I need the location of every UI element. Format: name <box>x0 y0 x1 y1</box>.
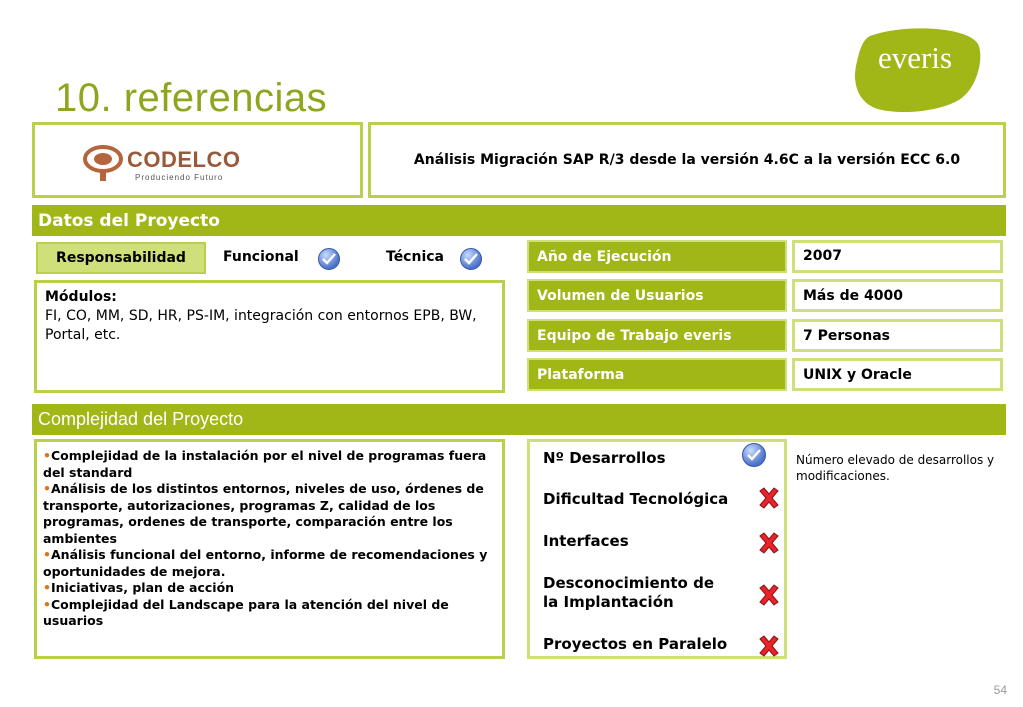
funcional-label: Funcional <box>223 249 299 265</box>
responsabilidad-label-box <box>36 242 206 274</box>
factor-proyectos-label: Proyectos en Paralelo <box>543 635 728 653</box>
volumen-usuarios-label: Volumen de Usuarios <box>527 279 787 312</box>
plataforma-label: Plataforma <box>527 358 787 391</box>
list-item-text: Complejidad del Landscape para la atención del nivel de usuarios <box>43 596 449 628</box>
page-number: 54 <box>993 683 1007 697</box>
equipo-trabajo-value: 7 Personas <box>792 319 1003 352</box>
codelco-emblem-icon <box>83 143 123 183</box>
complejidad-list-box <box>34 439 505 659</box>
tecnica-check-icon <box>460 248 482 270</box>
bullet-icon: • <box>43 481 51 496</box>
factor-desconocimiento-label: Desconocimiento de la Implantación <box>543 574 714 611</box>
anio-ejecucion-value: 2007 <box>792 240 1003 273</box>
list-item <box>43 580 496 597</box>
tecnica-label: Técnica <box>386 249 444 265</box>
factor-dificultad-label: Dificultad Tecnológica <box>543 490 729 508</box>
list-item <box>43 481 496 547</box>
factor-interfaces-label: Interfaces <box>543 532 629 550</box>
everis-logo-text: everis <box>878 40 953 75</box>
factor-desarrollos-label: Nº Desarrollos <box>543 449 666 467</box>
complejidad-header <box>32 404 1006 435</box>
list-item-text: Análisis de los distintos entornos, niveles de uso, órdenes de transporte, autorizaciones, programas Z, calidad de los programas, ordenes de transporte, comparación entre los ambientes <box>43 481 484 546</box>
desarrollos-check-icon <box>742 443 766 467</box>
proyectos-cross-icon <box>756 633 782 659</box>
equipo-trabajo-label: Equipo de Trabajo everis <box>527 319 787 352</box>
dificultad-cross-icon <box>756 485 782 511</box>
bullet-icon: • <box>43 448 51 463</box>
complejidad-list <box>37 442 502 636</box>
client-logo-box <box>32 122 363 198</box>
list-item <box>43 597 496 630</box>
list-item <box>43 547 496 580</box>
datos-header <box>32 205 1006 236</box>
complejidad-header-label: Complejidad del Proyecto <box>38 409 244 429</box>
responsabilidad-label: Responsabilidad <box>56 250 186 266</box>
volumen-usuarios-value: Más de 4000 <box>792 279 1003 312</box>
list-item-text: Complejidad de la instalación por el nivel de programas fuera del standard <box>43 448 487 480</box>
interfaces-cross-icon <box>756 530 782 556</box>
list-item-text: Análisis funcional del entorno, informe de recomendaciones y oportunidades de mejora. <box>43 547 488 579</box>
page-title: 10. referencias <box>55 76 328 120</box>
modulos-label: Módulos: <box>45 289 117 305</box>
list-item <box>43 448 496 481</box>
funcional-check-icon <box>318 248 340 270</box>
bullet-icon: • <box>43 547 51 562</box>
modulos-box <box>34 280 505 393</box>
bullet-icon: • <box>43 596 51 612</box>
desarrollos-note: Número elevado de desarrollos y modificaciones. <box>796 453 995 483</box>
plataforma-value: UNIX y Oracle <box>792 358 1003 391</box>
anio-ejecucion-label: Año de Ejecución <box>527 240 787 273</box>
bullet-icon: • <box>43 580 51 595</box>
modulos-text: FI, CO, MM, SD, HR, PS-IM, integración con entornos EPB, BW, Portal, etc. <box>45 308 477 343</box>
desconocimiento-cross-icon <box>756 582 782 608</box>
project-title: Análisis Migración SAP R/3 desde la versión 4.6C a la versión ECC 6.0 <box>413 152 961 168</box>
everis-logo <box>852 26 982 116</box>
project-title-box <box>368 122 1006 198</box>
codelco-logo-text: CODELCO <box>127 147 241 172</box>
datos-header-label: Datos del Proyecto <box>38 210 220 231</box>
codelco-tagline: Produciendo Futuro <box>135 173 224 182</box>
list-item-text: Iniciativas, plan de acción <box>51 580 235 595</box>
